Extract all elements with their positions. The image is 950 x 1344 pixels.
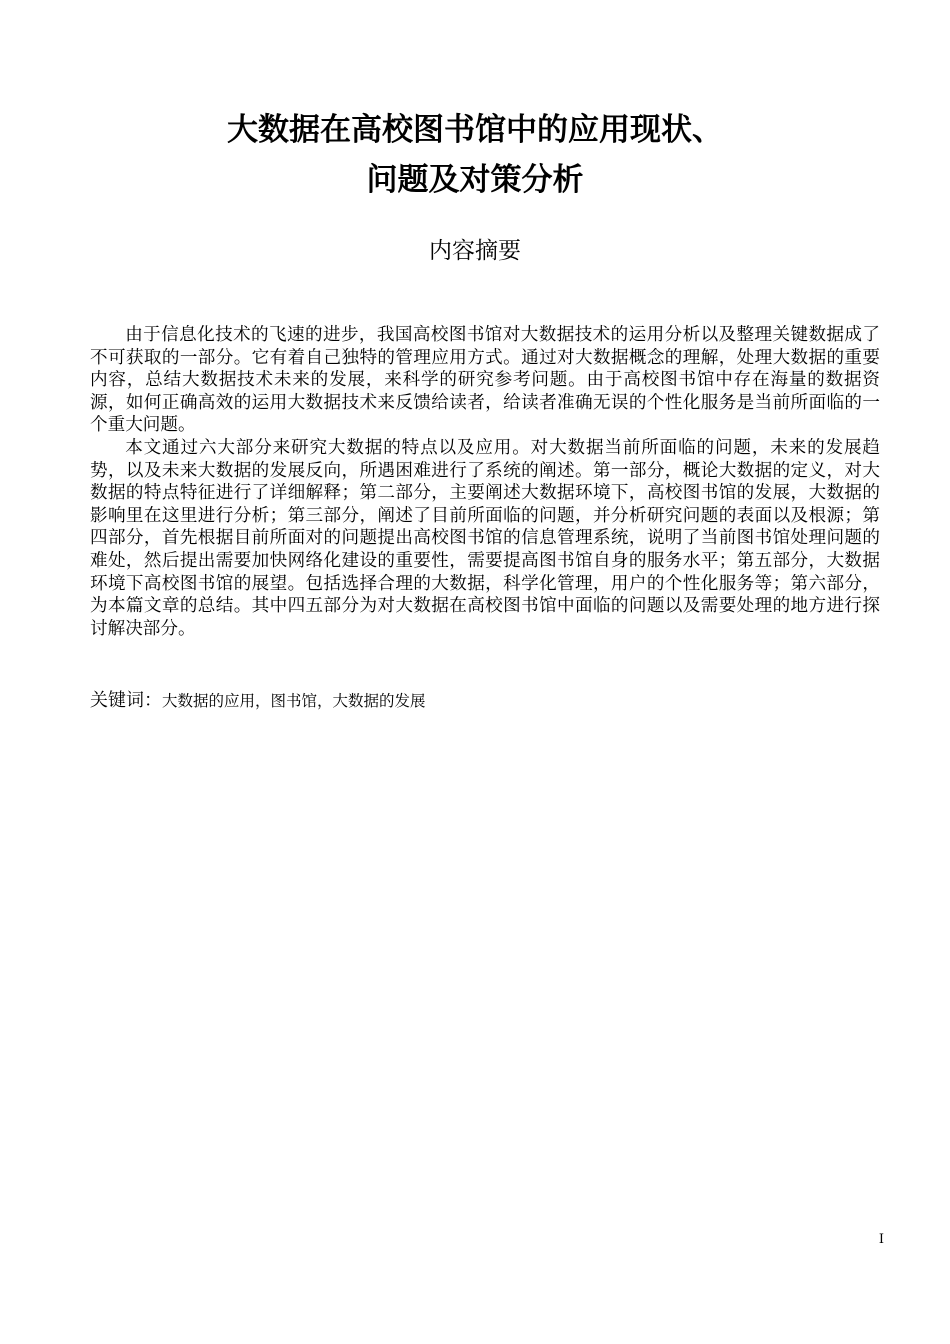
abstract-heading: 内容摘要	[429, 238, 521, 264]
document-title-line-2: 问题及对策分析	[366, 162, 584, 198]
keywords-line	[90, 689, 880, 713]
abstract-paragraph-1: 由于信息化技术的飞速的进步，我国高校图书馆对大数据技术的运用分析以及整理关键数据成了不可获取的一部分。它有着自己独特的管理应用方式。通过对大数据概念的理解，处理大数据的重要内容，总结大数据技术未来的发展，来科学的研究参考问题。由于高校图书馆中存在海量的数据资源，如何正确高效的运用大数据技术来反馈给读者，给读者准确无误的个性化服务是当前所面临的一个重大问题。	[90, 325, 880, 436]
keywords-value: 大数据的应用，图书馆，大数据的发展	[162, 692, 426, 710]
page-number: I	[878, 1232, 884, 1247]
document-title-line-1: 大数据在高校图书馆中的应用现状、	[227, 112, 723, 148]
keywords-label: 关键词：	[90, 690, 162, 711]
abstract-paragraph-2: 本文通过六大部分来研究大数据的特点以及应用。对大数据当前所面临的问题，未来的发展趋势，以及未来大数据的发展反向，所遇困难进行了系统的阐述。第一部分，概论大数据的定义，对大数据的特点特征进行了详细解释；第二部分，主要阐述大数据环境下，高校图书馆的发展，大数据的影响里在这里进行分析；第三部分，阐述了目前所面临的问题，并分析研究问题的表面以及根源；第四部分，首先根据目前所面对的问题提出高校图书馆的信息管理系统，说明了当前图书馆处理问题的难处，然后提出需要加快网络化建设的重要性，需要提高图书馆自身的服务水平；第五部分，大数据环境下高校图书馆的展望。包括选择合理的大数据，科学化管理，用户的个性化服务等；第六部分，为本篇文章的总结。其中四五部分为对大数据在高校图书馆中面临的问题以及需要处理的地方进行探讨解决部分。	[90, 437, 880, 639]
abstract-body	[90, 324, 880, 640]
